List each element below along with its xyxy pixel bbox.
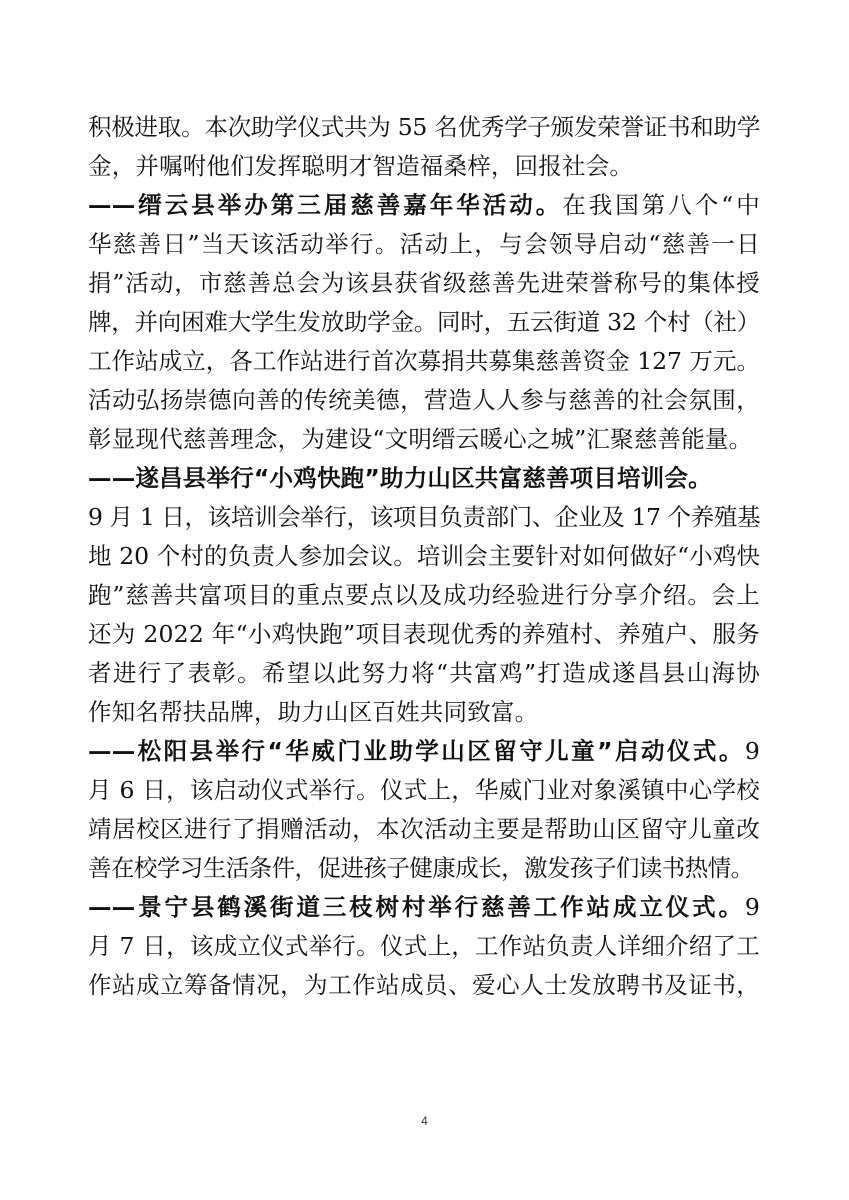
text-line — [88, 459, 760, 498]
text-line — [88, 615, 760, 654]
text-line — [88, 381, 760, 420]
text-line — [88, 927, 760, 966]
line-text: 跑”慈善共富项目的重点要点以及成功经验进行分享介绍。会上 — [88, 581, 760, 609]
document-body — [88, 108, 760, 1005]
text-line — [88, 576, 760, 615]
line-text: 积极进取。本次助学仪式共为 55 名优秀学子颁发荣誉证书和助学 — [88, 113, 760, 141]
line-text: 在我国第八个“中 — [562, 191, 760, 219]
line-text: 作知名帮扶品牌，助力山区百姓共同致富。 — [88, 698, 539, 726]
text-line — [88, 186, 760, 225]
line-text: 活动弘扬崇德向善的传统美德，营造人人参与慈善的社会氛围， — [88, 386, 760, 414]
line-text: 华慈善日”当天该活动举行。活动上，与会领导启动“慈善一日 — [88, 230, 760, 258]
text-line — [88, 108, 760, 147]
paragraph — [88, 732, 760, 888]
line-text: 牌，并向困难大学生发放助学金。同时，五云街道 32 个村（社） — [88, 308, 760, 336]
text-line — [88, 420, 760, 459]
line-text: 作站成立筹备情况，为工作站成员、爱心人士发放聘书及证书， — [88, 971, 760, 999]
text-line — [88, 225, 760, 264]
text-line — [88, 342, 760, 381]
page-number: 4 — [421, 1114, 428, 1128]
line-text: 者进行了表彰。希望以此努力将“共富鸡”打造成遂昌县山海协 — [88, 659, 760, 687]
line-text: 靖居校区进行了捐赠活动，本次活动主要是帮助山区留守儿童改 — [88, 815, 760, 843]
line-text: 月 7 日，该成立仪式举行。仪式上，工作站负责人详细介绍了工 — [88, 932, 760, 960]
text-line — [88, 771, 760, 810]
text-line — [88, 264, 760, 303]
line-text: 彰显现代慈善理念，为建设“文明缙云暖心之城”汇聚慈善能量。 — [88, 425, 753, 453]
text-line — [88, 732, 760, 771]
section-heading: ——遂昌县举行“小鸡快跑”助力山区共富慈善项目培训会。 — [88, 464, 712, 492]
section-heading: ——松阳县举行“华威门业助学山区留守儿童”启动仪式。 — [88, 737, 745, 765]
line-text: 月 6 日，该启动仪式举行。仪式上，华威门业对象溪镇中心学校 — [88, 776, 760, 804]
paragraph — [88, 108, 760, 186]
text-line — [88, 810, 760, 849]
paragraph — [88, 888, 760, 1005]
text-line — [88, 888, 760, 927]
text-line — [88, 537, 760, 576]
paragraph — [88, 186, 760, 459]
line-text: 地 20 个村的负责人参加会议。培训会主要针对如何做好“小鸡快 — [88, 542, 760, 570]
text-line — [88, 966, 760, 1005]
line-text: 9 — [744, 893, 760, 921]
text-line — [88, 498, 760, 537]
section-heading: ——缙云县举办第三届慈善嘉年华活动。 — [88, 191, 563, 219]
line-text: 善在校学习生活条件，促进孩子健康成长，激发孩子们读书热情。 — [88, 854, 754, 882]
line-text: 9 — [744, 737, 760, 765]
section-heading: ——景宁县鹤溪街道三枝树村举行慈善工作站成立仪式。 — [88, 893, 745, 921]
line-text: 9 月 1 日，该培训会举行，该项目负责部门、企业及 17 个养殖基 — [88, 503, 760, 531]
paragraph — [88, 459, 760, 732]
text-line — [88, 849, 760, 888]
line-text: 还为 2022 年“小鸡快跑”项目表现优秀的养殖村、养殖户、服务 — [88, 620, 760, 648]
line-text: 捐”活动，市慈善总会为该县获省级慈善先进荣誉称号的集体授 — [88, 269, 760, 297]
text-line — [88, 147, 760, 186]
text-line — [88, 303, 760, 342]
line-text: 工作站成立，各工作站进行首次募捐共募集慈善资金 127 万元。 — [88, 347, 760, 375]
line-text: 金，并嘱咐他们发挥聪明才智造福桑梓，回报社会。 — [88, 152, 634, 180]
text-line — [88, 693, 760, 732]
text-line — [88, 654, 760, 693]
